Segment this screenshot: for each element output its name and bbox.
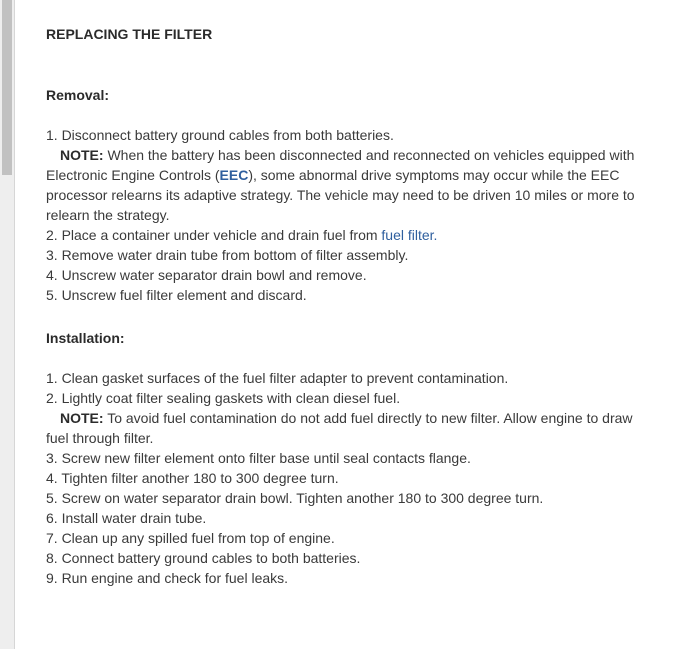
vertical-scrollbar[interactable] [0, 0, 15, 649]
note-label: NOTE: [60, 410, 104, 426]
removal-step-4: 4. Unscrew water separator drain bowl and remove. [46, 267, 367, 283]
installation-steps [46, 368, 656, 588]
page-title: REPLACING THE FILTER [46, 26, 213, 42]
removal-note [46, 145, 656, 225]
removal-steps [46, 125, 656, 305]
note-text-after: ), some abnormal drive symptoms may occur while the EEC processor relearns its adaptive strategy. The vehicle may need to be driven 10 miles or more to relearn the strategy. [46, 167, 635, 223]
removal-heading: Removal: [46, 87, 110, 103]
removal-step-3: 3. Remove water drain tube from bottom of filter assembly. [46, 247, 409, 263]
installation-step-4: 4. Tighten filter another 180 to 300 degree turn. [46, 470, 339, 486]
installation-note [46, 408, 656, 448]
note-text: To avoid fuel contamination do not add fuel directly to new filter. Allow engine to draw fuel through filter. [46, 410, 633, 446]
scrollbar-thumb[interactable] [2, 0, 12, 175]
removal-step-1: 1. Disconnect battery ground cables from both batteries. [46, 127, 394, 143]
installation-step-6: 6. Install water drain tube. [46, 510, 207, 526]
installation-step-3: 3. Screw new filter element onto filter base until seal contacts flange. [46, 450, 471, 466]
installation-heading: Installation: [46, 330, 125, 346]
note-label: NOTE: [60, 147, 104, 163]
installation-step-2: 2. Lightly coat filter sealing gaskets with clean diesel fuel. [46, 390, 401, 406]
installation-step-9: 9. Run engine and check for fuel leaks. [46, 570, 289, 586]
fuel-filter-link[interactable]: fuel filter. [381, 227, 438, 243]
installation-step-8: 8. Connect battery ground cables to both batteries. [46, 550, 361, 566]
removal-step-2 [46, 225, 656, 245]
removal-step-2-text: 2. Place a container under vehicle and drain fuel from [46, 227, 382, 243]
installation-step-1: 1. Clean gasket surfaces of the fuel filter adapter to prevent contamination. [46, 370, 509, 386]
eec-abbreviation: EEC [219, 167, 249, 183]
note-text-before: When the battery has been disconnected and reconnected on vehicles equipped with Electronic Engine Controls ( [46, 147, 635, 183]
removal-step-5: 5. Unscrew fuel filter element and discard. [46, 287, 307, 303]
installation-step-7: 7. Clean up any spilled fuel from top of engine. [46, 530, 335, 546]
installation-step-5: 5. Screw on water separator drain bowl. Tighten another 180 to 300 degree turn. [46, 490, 544, 506]
